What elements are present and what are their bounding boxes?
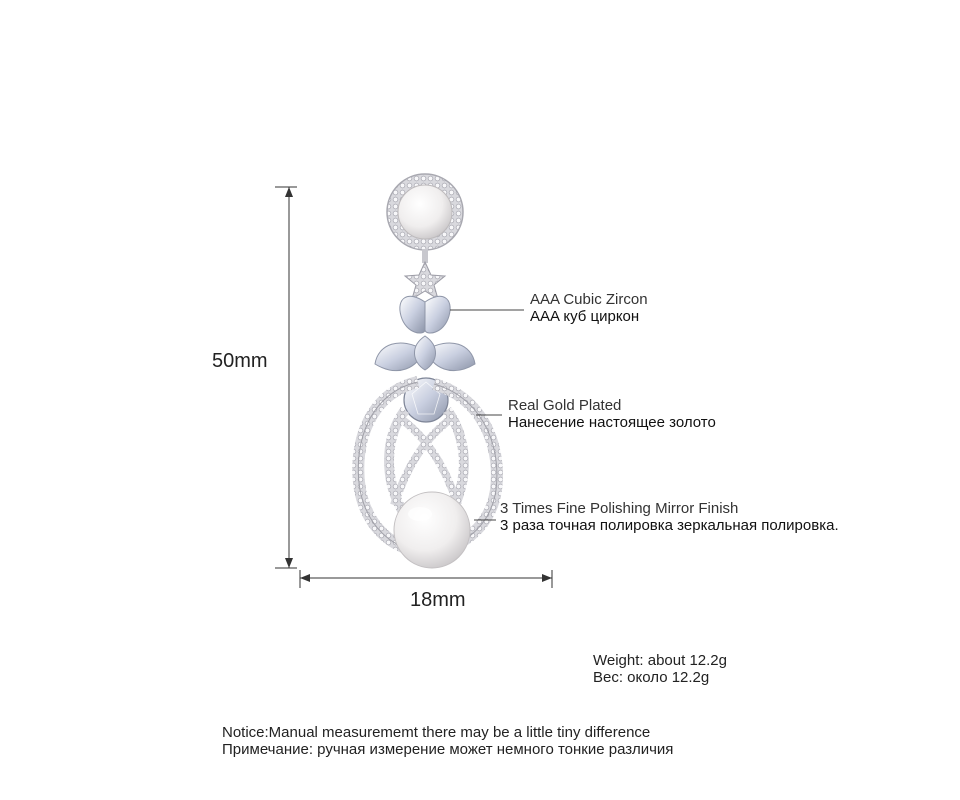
callout-polishing (500, 500, 839, 534)
callout-gold-plated-en: Real Gold Plated (508, 397, 622, 414)
height-dimension-line (275, 187, 297, 568)
notice-en: Notice:Manual measurememt there may be a little tiny difference (222, 724, 651, 741)
weight-ru: Вес: около 12.2g (593, 669, 710, 686)
width-dimension-line (300, 570, 552, 588)
weight-info (593, 652, 727, 686)
callout-zircon (530, 291, 648, 325)
callout-gold-plated-ru: Нанесение настоящее золото (508, 414, 716, 431)
callout-gold-plated (508, 397, 716, 431)
earring (358, 174, 497, 568)
notice-ru: Примечание: ручная измерение может немного тонкие различия (222, 741, 674, 758)
callout-zircon-en: AAA Cubic Zircon (530, 291, 648, 308)
notice (222, 724, 673, 758)
callout-zircon-ru: AAA куб циркон (530, 308, 640, 325)
width-label: 18mm (410, 589, 466, 611)
callout-polishing-en: 3 Times Fine Polishing Mirror Finish (500, 500, 739, 517)
callout-polishing-ru: 3 раза точная полировка зеркальная полировка. (500, 517, 839, 534)
height-label: 50mm (212, 350, 268, 372)
weight-en: Weight: about 12.2g (593, 652, 727, 669)
